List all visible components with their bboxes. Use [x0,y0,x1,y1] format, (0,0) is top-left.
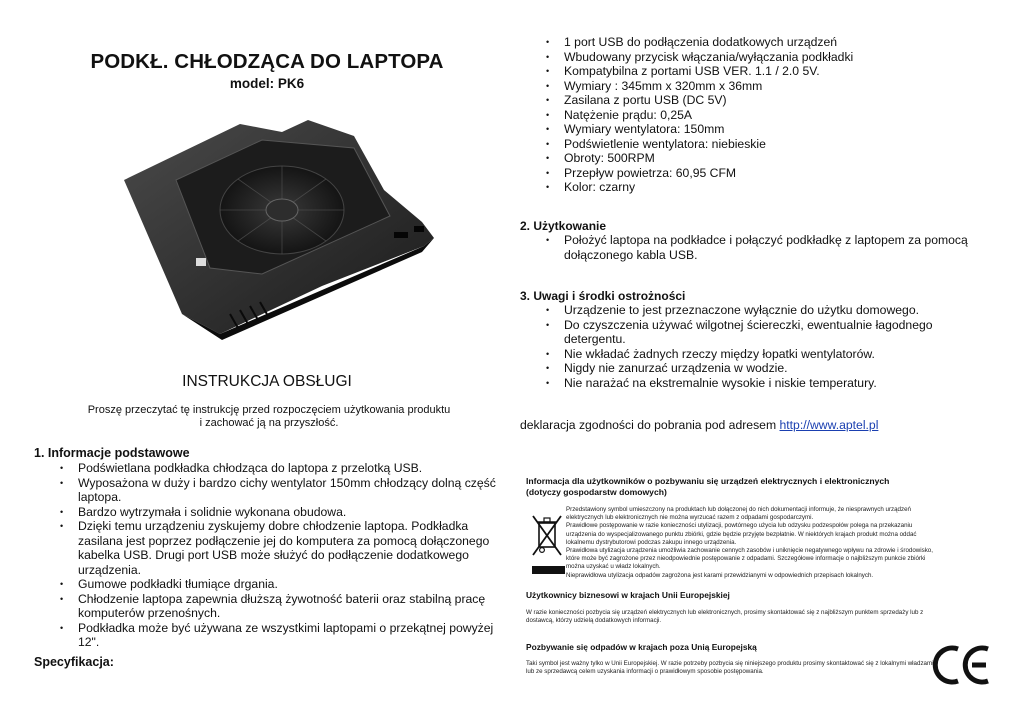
list-item: • Zasilana z portu USB (DC 5V) [546,93,946,108]
section-2-heading: 2. Użytkowanie [520,219,607,233]
weee-paragraph: Nieprawidłowa utylizacja odpadów zagrożona jest karami przewidzianymi w odpowiednich przepisach lokalnych. [566,571,874,579]
read-notice [40,404,498,430]
list-item: • Chłodzenie laptopa zapewnia dłuższą żywotność baterii oraz stabilną pracę komputerów przenośnych. [60,592,500,621]
model-label: model: PK6 [229,76,305,91]
list-item: • Obroty: 500RPM [546,151,946,166]
list-item: • Przepływ powietrza: 60,95 CFM [546,166,946,181]
business-users-text: W razie konieczności pozbycia się urządzeń elektrycznych lub elektronicznych, prosimy skontaktować się z najbliższym punktem sprzedaży lub z dostawcą, którzy udzielą dodatkowych informacji. [526,609,924,625]
section-1-heading: 1. Informacje podstawowe [34,446,190,460]
list-item: • Podkładka może być używana ze wszystkimi laptopami o przekątnej powyżej 12". [60,621,500,650]
spec-list [546,35,946,195]
declaration [520,418,878,432]
list-item: • Nie wkładać żadnych rzeczy między łopatki wentylatorów. [546,347,978,362]
list-item: • Nigdy nie zanurzać urządzenia w wodzie. [546,361,978,376]
weee-paragraph: Przedstawiony symbol umieszczony na produktach lub dołączonej do nich dokumentacji informuje, że niesprawnych urządzeń elektrycznych lub elektronicznych nie można wyrzucać razem z odpadami gospodarczymi. [566,506,911,522]
product-title: PODKŁ. CHŁODZĄCA DO LAPTOPA [90,50,444,73]
product-photo [122,118,438,340]
ce-mark-icon [930,644,994,686]
usage-list [546,233,978,262]
business-users-heading: Użytkownicy biznesowi w krajach Unii Europejskiej [526,590,730,600]
section-3-heading: 3. Uwagi i środki ostrożności [520,289,686,303]
warnings-list [546,303,978,390]
list-item: • Podświetlenie wentylatora: niebieskie [546,137,946,152]
bin-bar [532,566,565,574]
weee-heading-line-2: (dotyczy gospodarstw domowych) [526,487,667,497]
list-item: • Położyć laptopa na podkładce i połączyć podkładkę z laptopem za pomocą dołączonego kabla USB. [546,233,978,262]
manual-title: INSTRUKCJA OBSŁUGI [182,373,352,390]
list-item: • Do czyszczenia używać wilgotnej ściereczki, ewentualnie łagodnego detergentu. [546,318,978,347]
outside-eu-text: Taki symbol jest ważny tylko w Unii Europejskiej. W razie potrzeby pozbycia się niniejszego produktu prosimy skontaktować się z lokalnymi władzami lub ze sprzedawcą celem uzyskania informacji o prawidłowym sposobie postępowania. [526,660,934,676]
list-item: • Urządzenie to jest przeznaczone wyłącznie do użytku domowego. [546,303,978,318]
spec-heading: Specyfikacja: [34,655,114,669]
weee-heading [526,476,946,498]
weee-paragraph: Prawidłowe postępowanie w razie konieczności utylizacji, powtórnego użycia lub odzysku podzespołów polega na przekazaniu urządzenia do wyspecjalizowanego punktu zbiórki, gdzie będzie przyjęte bezpłatnie. W niektórych krajach produkt można oddać lokalnemu dystrybutorowi podczas zakupu innego urządzenia. [566,522,917,546]
basic-info-list [60,461,500,650]
list-item: • Podświetlana podkładka chłodząca do laptopa z przelotką USB. [60,461,500,476]
list-item: • Nie narażać na ekstremalnie wysokie i niskie temperatury. [546,376,978,391]
list-item: • Wymiary : 345mm x 320mm x 36mm [546,79,946,94]
weee-text [566,506,938,580]
declaration-text: deklaracja zgodności do pobrania pod adresem [520,418,777,432]
list-item: • Wyposażona w duży i bardzo cichy wentylator 150mm chłodzący dolną część laptopa. [60,476,500,505]
read-notice-line-2: i zachować ją na przyszłość. [199,417,339,429]
weee-paragraph: Prawidłowa utylizacja urządzenia umożliwia zachowanie cennych zasobów i uniknięcie negatywnego wpływu na zdrowie i środowisko, które może być zagrożone przez nieodpowiednie postępowanie z odpadami. Szczegółowe informacje o najbliższym punkcie zbiórki można uzyskać u władz lokalnych. [566,547,933,571]
read-notice-line-1: Proszę przeczytać tę instrukcję przed rozpoczęciem użytkowania produktu [87,404,451,416]
list-item: • Gumowe podkładki tłumiące drgania. [60,577,500,592]
list-item: • Natężenie prądu: 0,25A [546,108,946,123]
list-item: • Dzięki temu urządzeniu zyskujemy dobre chłodzenie laptopa. Podkładka zasilana jest poprzez podłączenie jej do komputera za pomocą dołączonego kabelka USB. Drugi port USB może służyć do podłączenie dodatkowego urządzenia. [60,519,500,577]
list-item: • Kompatybilna z portami USB VER. 1.1 / 2.0 5V. [546,64,946,79]
list-item: • Wymiary wentylatora: 150mm [546,122,946,137]
list-item: • Wbudowany przycisk włączania/wyłączania podkładki [546,50,946,65]
outside-eu-heading: Pozbywanie się odpadów w krajach poza Unią Europejską [526,642,757,652]
list-item: • 1 port USB do podłączenia dodatkowych urządzeń [546,35,946,50]
list-item: • Kolor: czarny [546,180,946,195]
list-item: • Bardzo wytrzymała i solidnie wykonana obudowa. [60,505,500,520]
weee-heading-line-1: Informacja dla użytkowników o pozbywaniu się urządzeń elektrycznych i elektronicznych [526,476,890,486]
declaration-link[interactable]: http://www.aptel.pl [779,418,879,432]
crossed-bin-icon [530,511,564,559]
